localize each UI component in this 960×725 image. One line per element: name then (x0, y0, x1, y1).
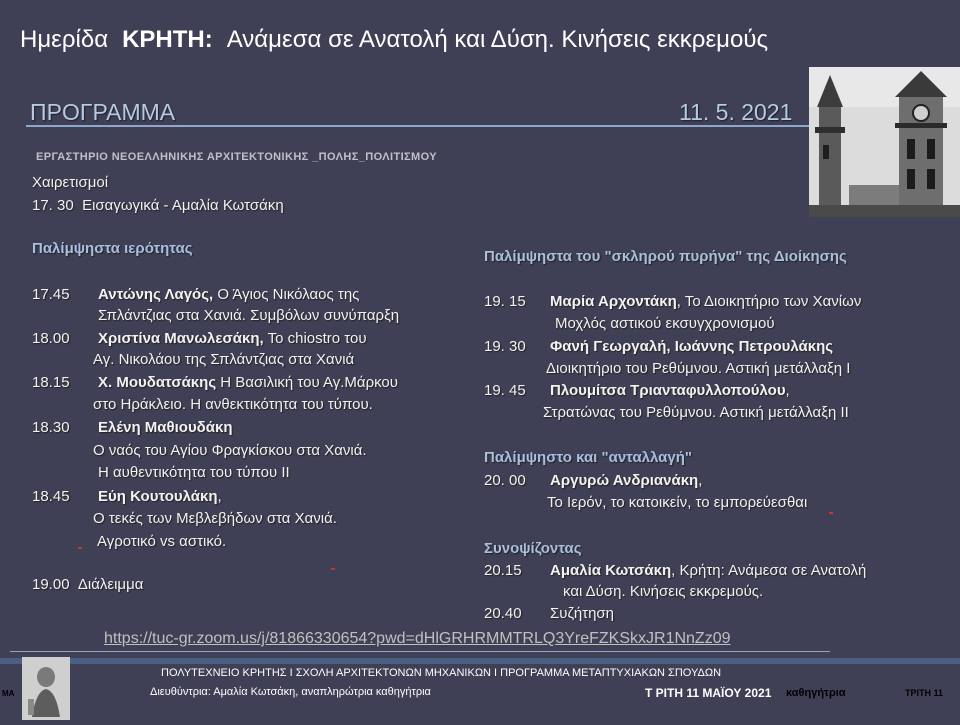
talk-speaker: Αργυρώ Ανδριανάκη (550, 472, 699, 489)
footer-corner-text: ΜΑ (2, 689, 15, 698)
talk-speaker: Εύη Κουτουλάκη (98, 488, 218, 505)
talk-title: Η Βασιλική του Αγ.Μάρκου (216, 374, 398, 391)
section-administration: Παλίμψηστα του "σκληρού πυρήνα" της Διοίκησης (484, 248, 847, 265)
talk-speaker: Αμαλία Κωτσάκη (550, 562, 672, 579)
university-logo (22, 657, 70, 720)
footer-overlay-title: καθηγήτρια (786, 687, 846, 699)
talk-time: 20.40 (484, 605, 522, 622)
section-sanctity: Παλίμψηστα ιερότητας (32, 240, 193, 257)
talk-speaker: Χριστίνα Μανωλεσάκη, (98, 330, 264, 347)
talk-title: , Κρήτη: Ανάμεσα σε Ανατολή (671, 562, 867, 579)
zoom-link[interactable]: https://tuc-gr.zoom.us/j/81866330654?pwd=dHlGRHRMMTRLQ3YreFZKSkxJR1NnZz09 (104, 630, 731, 647)
talk-speaker: Αντώνης Λαγός, (98, 286, 214, 303)
discussion-row (484, 605, 614, 622)
talk-row (32, 374, 398, 391)
talk-title-cont: Αγροτικό vs αστικό. (97, 533, 227, 550)
talk-row (484, 562, 866, 579)
break-time: 19.00 (32, 576, 70, 593)
talk-time: 18.15 (32, 374, 70, 391)
talk-title-cont: Ο τεκές των Μεβλεβήδων στα Χανιά. (93, 510, 337, 527)
section-exchange: Παλίμψηστο και "ανταλλαγή" (484, 449, 693, 466)
talk-row (484, 293, 861, 310)
talk-title: , (785, 382, 790, 399)
talk-title: , (217, 488, 222, 505)
talk-title-cont: στο Ηράκλειο. Η ανθεκτικότητα του τύπου. (93, 396, 373, 413)
talk-time: 20. 00 (484, 472, 526, 489)
intro-time: 17. 30 (32, 197, 74, 214)
break-row (32, 576, 143, 593)
heading-divider (26, 125, 816, 127)
talk-title-cont: Μοχλός αστικού εκσυγχρονισμού (555, 315, 775, 332)
talk-time: 19. 30 (484, 338, 526, 355)
event-title (20, 26, 768, 54)
talk-speaker: Πλουμίτσα Τριανταφυλλοπούλου (550, 382, 786, 399)
talk-time: 17.45 (32, 286, 70, 303)
talk-title: Ο Άγιος Νικόλαος της (213, 286, 360, 303)
talk-title-cont: Σπλάντζιας στα Χανιά. Συμβόλων συνύπαρξη (98, 307, 400, 324)
talk-row (32, 286, 359, 303)
talk-row (484, 472, 702, 489)
intro-text: Εισαγωγικά - Αμαλία Κωτσάκη (82, 197, 284, 214)
break-text: Διάλειμμα (77, 576, 144, 593)
talk-title: Το chiostro του (263, 330, 367, 347)
talk-title-cont: και Δύση. Κινήσεις εκκρεμούς. (563, 583, 764, 600)
talk-time: 19. 15 (484, 293, 526, 310)
intro-row (32, 197, 284, 214)
talk-title-cont: Η αυθεντικότητα του τύπου ΙΙ (98, 464, 290, 481)
talk-time: 20.15 (484, 562, 522, 579)
talk-title-cont: Ο ναός του Αγίου Φραγκίσκου στα Χανιά. (93, 442, 367, 459)
footer-date: Τ ΡΙΤΗ 11 ΜΑΪΟΥ 2021 (645, 686, 772, 700)
talk-time: 19. 45 (484, 382, 526, 399)
talk-speaker: Ελένη Μαθιουδάκη (98, 419, 233, 436)
talk-speaker: Φανή Γεωργαλή, Ιωάννης Πετρουλάκης (550, 338, 834, 355)
title-event-type: Ημερίδα (20, 26, 109, 53)
title-region: ΚΡΗΤΗ: (122, 26, 213, 53)
talk-row (32, 488, 222, 505)
talk-time: 18.45 (32, 488, 70, 505)
talk-title-cont: Το Ιερόν, το κατοικείν, το εμπορεύεσθαι (547, 494, 808, 511)
talk-speaker: Μαρία Αρχοντάκη (550, 293, 677, 310)
program-heading: ΠΡΟΓΡΑΜΜΑ (30, 99, 176, 125)
footer-director: Διευθύντρια: Αμαλία Κωτσάκη, αναπληρώτρια καθηγήτρια (150, 686, 431, 698)
talk-row (32, 419, 233, 436)
red-mark (331, 568, 335, 570)
talk-time: 18.00 (32, 330, 70, 347)
talk-title: , Το Διοικητήριο των Χανίων (676, 293, 862, 310)
title-theme: Ανάμεσα σε Ανατολή και Δύση. Κινήσεις εκκρεμούς (226, 26, 769, 53)
university-logo-icon (22, 657, 70, 720)
talk-title-cont: Διοικητήριο του Ρεθύμνου. Αστική μετάλλαξη Ι (546, 360, 851, 377)
event-date: 11. 5. 2021 (679, 99, 793, 125)
clock-tower-image (809, 67, 960, 217)
footer-overlay-date: ΤΡΙΤΗ 11 (905, 688, 944, 698)
red-mark (829, 512, 833, 514)
talk-title-cont: Στρατώνας του Ρεθύμνου. Αστική μετάλλαξη ΙΙ (543, 404, 849, 421)
talk-speaker: Χ. Μουδατσάκης (98, 374, 217, 391)
clock-tower-photo (809, 67, 960, 217)
talk-title: , (698, 472, 703, 489)
greeting: Χαιρετισμοί (32, 174, 109, 191)
talk-time: 18.30 (32, 419, 70, 436)
section-summary: Συνοψίζοντας (484, 540, 582, 557)
talk-row (484, 338, 833, 355)
discussion-text: Συζήτηση (550, 605, 615, 622)
footer-divider (0, 658, 960, 664)
lab-name: ΕΡΓΑΣΤΗΡΙΟ ΝΕΟΕΛΛΗΝΙΚΗΣ ΑΡΧΙΤΕΚΤΟΝΙΚΗΣ _ΠΟΛΗΣ_ΠΟΛΙΤΙΣΜΟΥ (36, 151, 437, 163)
footer-institution: ΠΟΛΥΤΕΧΝΕΙΟ ΚΡΗΤΗΣ Ι ΣΧΟΛΗ ΑΡΧΙΤΕΚΤΟΝΩΝ ΜΗΧΑΝΙΚΩΝ Ι ΠΡΟΓΡΑΜΜΑ ΜΕΤΑΠΤΥΧΙΑΚΩΝ ΣΠΟΥΔΩΝ (161, 667, 722, 679)
link-underline (10, 651, 830, 652)
talk-row (32, 330, 367, 347)
red-mark (78, 547, 82, 549)
talk-title-cont: Αγ. Νικολάου της Σπλάντζιας στα Χανιά (93, 351, 355, 368)
talk-row (484, 382, 790, 399)
